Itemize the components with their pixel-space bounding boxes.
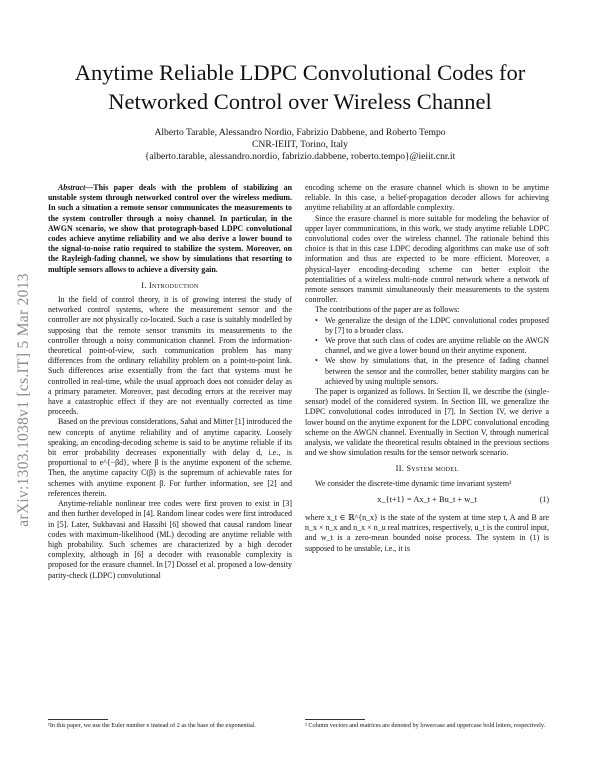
model-intro: We consider the discrete-time dynamic time invariant system²	[315, 478, 512, 488]
bullet-icon: •	[315, 315, 318, 325]
equation-body: x_{t+1} = Ax_t + Bu_t + w_t	[377, 494, 477, 504]
model-paragraph: where x_t ∈ ℝ^{n_x} is the state of the system at time step t, A and B are n_x × n_x and n_x × n_u real matrices, respectively, u_t is the control input, and w_t is a zero-mean bounded noise process. The system in (1) is supposed to be unstable, i.e., it is	[305, 512, 549, 553]
footnote-1: ¹In this paper, we use the Euler number e instead of 2 as the base of the exponential.	[48, 722, 256, 729]
author-emails: {alberto.tarable, alessandro.nordio, fabrizio.dabbene, roberto.tempo}@ieiit.cnr.it	[144, 151, 456, 162]
intro-paragraph-2: Based on the previous considerations, Sahai and Mitter [1] introduced the new concepts of anytime reliability and of anytime capacity. Loosely speaking, an encoding-decoding scheme is said to be anytime reliable if its bit error probability decreases exponentially with delay d, i.e., is proportional to e^{−βd}, where β is the anytime exponent of the scheme. Then, the anytime capacity C(β) is the supremum of achievable rates for schemes with anytime exponent β. For further information, see [2] and references therein.	[48, 417, 292, 498]
abstract	[48, 183, 292, 275]
intro-paragraph-3: Anytime-reliable nonlinear tree codes were first proven to exist in [3] and then further developed in [4]. Random linear codes were first introduced in [5]. Later, Sukhavasi and Hassibi [6] showed that causal random linear codes with maximum-likelihood (ML) decoding are anytime reliable with high probability. Such schemes are characterized by a high decoder complexity, although in [6] a decoder with reasonable complexity is proposed for the erasure channel. In [7] Dossel et al. proposed a low-density parity-check (LDPC) convolutional	[48, 499, 292, 580]
section-name: System model	[406, 464, 459, 474]
footnote-right	[305, 719, 549, 730]
bullet-icon: •	[315, 336, 318, 346]
intro-paragraph-5: Since the erasure channel is more suitable for modeling the behavior of upper layer communications, in this work, we study anytime reliable LDPC convolutional codes over the wireless channel. The rationale behind this choice is that in this case LDPC decoding algorithms can make use of soft information and thus are expected to be more efficient. Moreover, a physical-layer encoding-decoding scheme can better exploit the potentialities of a wireless multi-node control network where a network of remote sensors transmit simultaneously their measurements to the system controller.	[305, 213, 549, 305]
intro-paragraph-4: encoding scheme on the erasure channel which is shown to be anytime reliable. In this case, a belief-propagation decoder allows for achieving anytime reliability at an affordable complexity.	[305, 183, 549, 213]
section-number: II.	[395, 464, 405, 474]
list-item: • We generalize the design of the LDPC convolutional codes proposed by [7] to a broader class.	[315, 315, 549, 335]
author-affiliation: CNR-IEIIT, Torino, Italy	[252, 139, 348, 150]
abstract-text: —This paper deals with the problem of stabilizing an unstable system through networked control over the wireless medium. In such a situation a remote sensor communicates the measurements to the system controller through a noisy channel. In particular, in the AWGN scenario, we show that protograph-based LDPC convolutional codes achieve anytime reliability and we also derive a lower bound to the signal-to-noise ratio required to stabilize the system. Moreover, on the Rayleigh-fading channel, we show by simulations that resorting to multiple sensors allows to achieve a diversity gain.	[48, 183, 292, 274]
footnote-left	[48, 719, 292, 730]
bullet-icon: •	[315, 356, 318, 366]
equation-number: (1)	[539, 494, 549, 504]
contributions-intro: The contributions of the paper are as follows:	[315, 305, 460, 315]
list-item: • We prove that such class of codes are anytime reliable on the AWGN channel, and we give a lower bound on their anytime exponent.	[315, 336, 549, 356]
left-column	[48, 183, 292, 581]
footnote-divider	[305, 719, 365, 720]
section-number: I.	[141, 280, 147, 290]
footnote-2: ² Column vectors and matrices are denoted by lowercase and uppercase bold letters, respectively.	[305, 722, 546, 729]
arxiv-stamp-text: arXiv:1303.1038v1 [cs.IT] 5 Mar 2013	[15, 273, 32, 527]
author-names: Alberto Tarable, Alessandro Nordio, Fabrizio Dabbene, and Roberto Tempo	[154, 127, 446, 138]
equation-1	[305, 492, 549, 510]
organization-paragraph: The paper is organized as follows. In Section II, we describe the (single-sensor) model of the considered system. In Section III, we generalize the LDPC convolutional codes introduced in [7]. In Section IV, we derive a lower bound on the anytime exponent for the LDPC convolutional encoding scheme on the AWGN channel. Eventually in Section V, through numerical analysis, we validate the theoretical results obtained in the previous sections and we show simulation results for the sensor network scenario.	[305, 387, 549, 458]
section-name: Introduction	[149, 280, 199, 290]
footnote-divider	[48, 719, 108, 720]
section-heading-introduction	[48, 281, 292, 291]
arxiv-stamp	[4, 250, 44, 550]
intro-paragraph-1: In the field of control theory, it is of growing interest the study of networked control systems, where the measurement sensor and the controller are not physically co-located. Such a case is suitably modelled by supposing that the remote sensor transmits its measurements to the controller through a noisy communication channel. From the information-theoretical point-of-view, such communication problem has many differences from the ordinary reliability problem on a point-to-point link. Such differences arise exsentially from the fact that systems must be controlled in real-time, while the usual approach does not consider delay as a primary parameter. Moreover, past decoding errors at the receiver may have a catastrophic effect if they are not eventually corrected as time proceeds.	[48, 295, 292, 417]
abstract-lead: Abstract	[58, 183, 86, 192]
contributions-list	[305, 316, 549, 387]
list-item: • We show by simulations that, in the presence of fading channel between the sensor and the controller, better stability margins can be achieved by using multiple sensors.	[315, 356, 549, 386]
author-block	[40, 127, 560, 163]
paper-title: Anytime Reliable LDPC Convolutional Codes for Networked Control over Wireless Channel	[74, 60, 526, 114]
section-heading-system-model	[305, 464, 549, 474]
right-column	[305, 183, 549, 554]
